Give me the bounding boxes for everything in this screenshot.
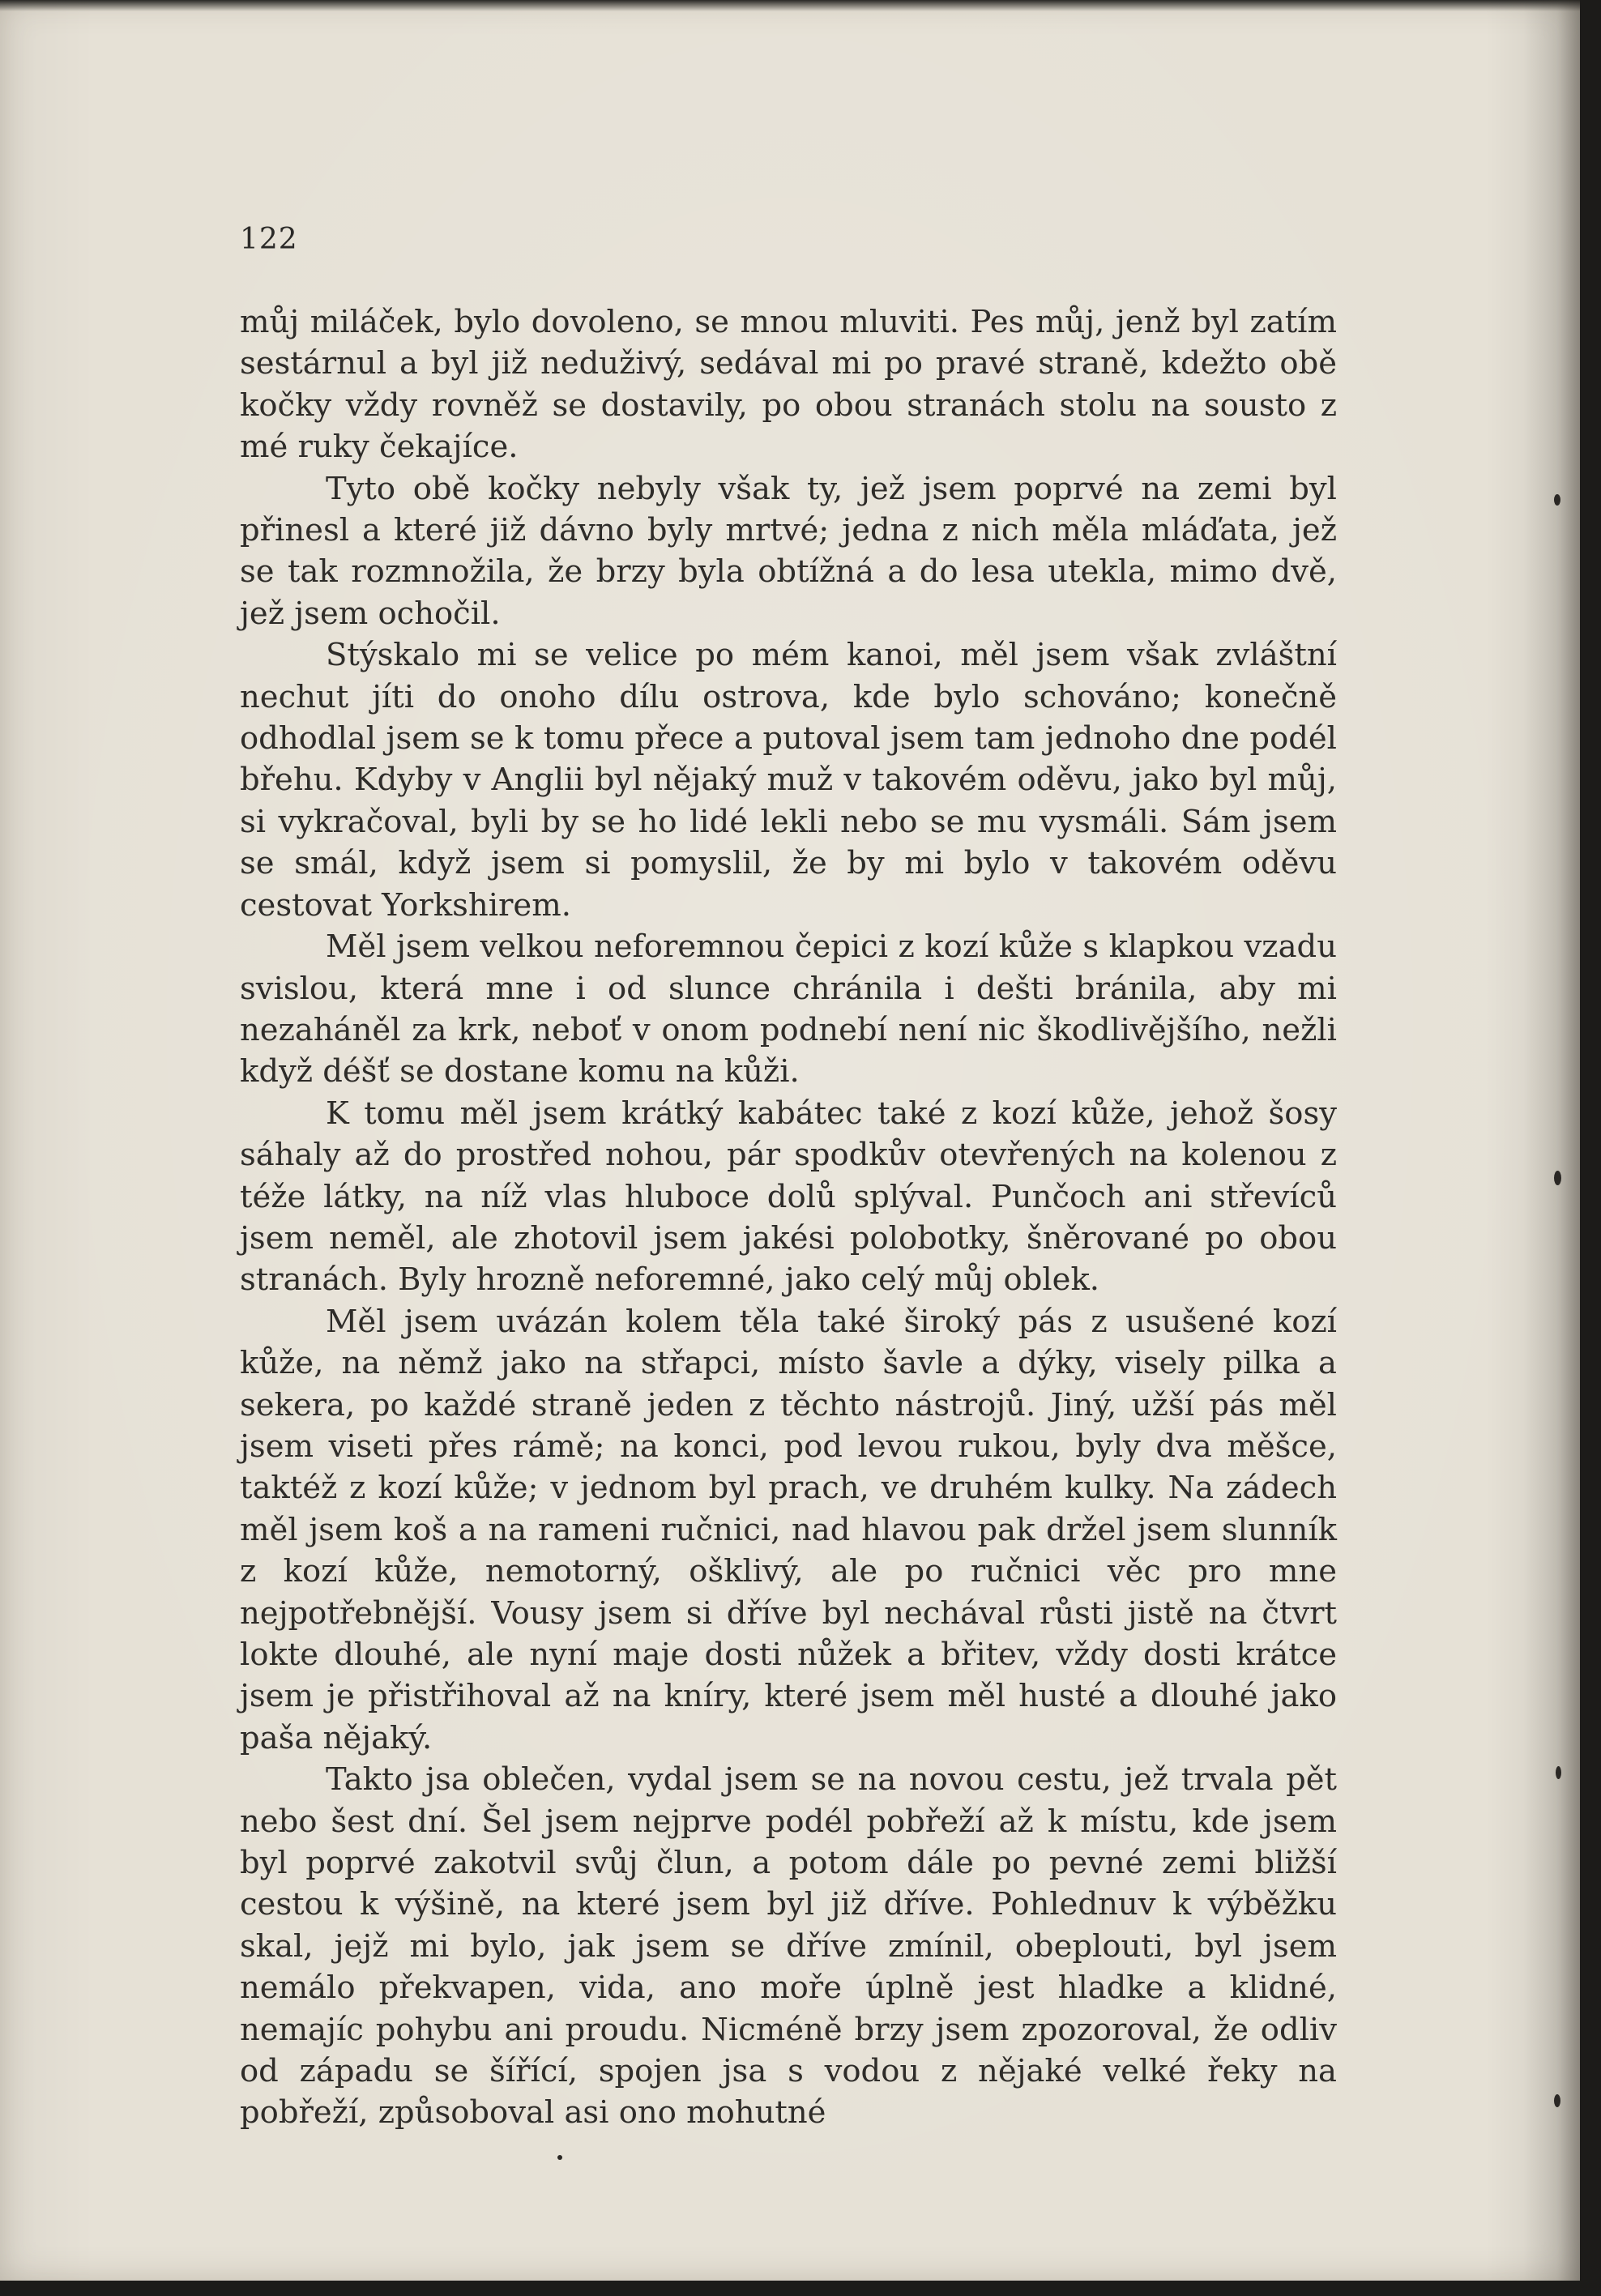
ink-speck: [1554, 2094, 1560, 2107]
paragraph: Stýskalo mi se velice po mém kanoi, měl jsem však zvláštní nechut jíti do onoho dílu ostrova, kde bylo schováno; konečně odhodlal jsem se k tomu přece a putoval jsem tam jednoho dne podél břehu. Kdyby v Anglii byl nějaký muž v takovém oděvu, jako byl můj, si vykračoval, byli by se ho lidé lekli nebo se mu vysmáli. Sám jsem se smál, když jsem si pomyslil, že by mi bylo v takovém oděvu cestovat Yorkshirem.: [240, 637, 1337, 924]
body-text: [240, 301, 1337, 2134]
page-number: 122: [240, 223, 298, 256]
ink-speck: [1554, 494, 1560, 506]
paragraph: Měl jsem uvázán kolem těla také široký pás z usušené kozí kůže, na němž jako na střapci, místo šavle a dýky, visely pilka a sekera, po každé straně jeden z těchto nástrojů. Jiný, užší pás měl jsem viseti přes rámě; na konci, pod levou rukou, byly dva měšce, taktéž z kozí kůže; v jednom byl prach, ve druhém kulky. Na zádech měl jsem koš a na rameni ručnici, nad hlavou pak držel jsem slunník z kozí kůže, nemotorný, ošklivý, ale po ručnici věc pro mne nejpotřebnější. Vousy jsem si dříve byl nechával růsti jistě na čtvrt lokte dlouhé, ale nyní maje dosti nůžek a břitev, vždy dosti krátce jsem je přistřihoval až na kníry, které jsem měl husté a dlouhé jako paša nějaký.: [240, 1303, 1337, 1756]
paragraph: K tomu měl jsem krátký kabátec také z kozí kůže, jehož šosy sáhaly až do prostřed nohou, pár spodkův otevřených na kolenou z téže látky, na níž vlas hluboce dolů splýval. Punčoch ani střevíců jsem neměl, ale zhotovil jsem jakési polobotky, šněrované po obou stranách. Byly hrozně neforemné, jako celý můj oblek.: [240, 1095, 1337, 1299]
ink-speck: [1556, 1766, 1561, 1779]
paragraph: můj miláček, bylo dovoleno, se mnou mluviti. Pes můj, jenž byl zatím sestárnul a byl již neduživý, sedával mi po pravé straně, kdežto obě kočky vždy rovněž se dostavily, po obou stranách stolu na sousto z mé ruky čekajíce.: [240, 304, 1337, 466]
paragraph: Takto jsa oblečen, vydal jsem se na novou cestu, jež trvala pět nebo šest dní. Šel jsem nejprve podél pobřeží až k místu, kde jsem byl poprvé zakotvil svůj člun, a potom dále po pevné zemi bližší cestou k výšině, na které jsem byl již dříve. Pohlednuv k výběžku skal, jejž mi bylo, jak jsem se dříve zmínil, obeplouti, byl jsem nemálo překvapen, vida, ano moře úplně jest hladke a klidné, nemajíc pohybu ani proudu. Nicméně brzy jsem zpozoroval, že odliv od západu se šířící, spojen jsa s vodou z nějaké velké řeky na pobřeží, způsoboval asi ono mohutné: [240, 1761, 1337, 2132]
paragraph: Tyto obě kočky nebyly však ty, jež jsem poprvé na zemi byl přinesl a které již dávno byly mrtvé; jedna z nich měla mláďata, jež se tak rozmnožila, že brzy byla obtížná a do lesa utekla, mimo dvě, jež jsem ochočil.: [240, 470, 1337, 632]
scan-top-edge: [0, 0, 1580, 11]
page-gutter-shadow: [1523, 0, 1580, 2281]
ink-speck: [557, 2155, 562, 2160]
ink-speck: [1554, 1171, 1561, 1185]
paragraph: Měl jsem velkou neforemnou čepici z kozí kůže s klapkou vzadu svislou, která mne i od slunce chránila i dešti bránila, aby mi nezaháněl za krk, neboť v onom podnebí není nic škodlivějšího, nežli když déšť se dostane komu na kůži.: [240, 928, 1337, 1090]
